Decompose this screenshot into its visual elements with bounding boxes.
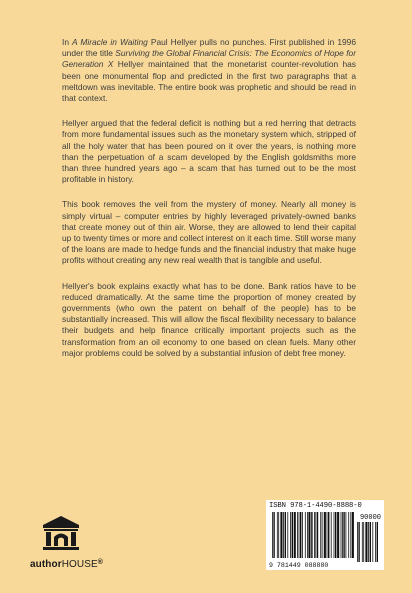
barcode-bar xyxy=(342,512,343,558)
isbn-number: ISBN 978-1-4490-8888-0 xyxy=(269,502,362,510)
barcode-bar xyxy=(335,512,336,558)
back-cover-text xyxy=(62,37,356,373)
barcode-bar xyxy=(337,512,339,558)
barcode-bar xyxy=(278,512,279,558)
barcode-bar xyxy=(346,512,347,558)
barcode-bar xyxy=(375,522,376,562)
publisher-logo xyxy=(30,515,122,575)
paragraph-4: Hellyer's book explains exactly what has to be done. Bank ratios have to be reduced dramatically. At the same time the proportion of money created by governments (who own the patent on behalf of the people) has to be substantially increased. This will allow the fiscal flexibility necessary to balance their budgets and help finance critically important projects such as the transformation from an oil economy to one based on clean fuels. Many other major problems could be solved by a substantial infusion of debt free money. xyxy=(62,280,356,358)
paragraph-2: Hellyer argued that the federal deficit is nothing but a red herring that detracts from more fundamental issues such as the monetary system which, stripped of all the holy water that has been poured on it over the years, is nothing more than the perpetuation of a scam developed by the English goldsmiths more than three hundred years ago – a scam that has turned out to be the most profitable in history. xyxy=(62,118,356,185)
barcode-bar xyxy=(287,512,288,558)
barcode-bar xyxy=(331,512,332,558)
barcode-bar xyxy=(357,522,358,562)
barcode-bar xyxy=(300,512,301,558)
barcode-bar xyxy=(328,512,329,558)
publisher-name-thin: HOUSE xyxy=(61,559,98,570)
paragraph-1-text-a: In xyxy=(62,37,73,47)
barcode-bar xyxy=(370,522,371,562)
barcode-digits: 9 781449 088880 xyxy=(269,562,329,569)
barcode-bar xyxy=(372,522,373,562)
barcode-addon-bars xyxy=(357,522,379,562)
barcode-bar xyxy=(280,512,282,558)
barcode-bar xyxy=(317,512,318,558)
barcode-bar xyxy=(352,512,354,558)
barcode-bar xyxy=(363,522,364,562)
barcode-bar xyxy=(305,512,306,558)
barcode-bar xyxy=(365,522,367,562)
barcode-bars xyxy=(272,512,354,558)
barcode-bar xyxy=(308,512,310,558)
barcode-bar xyxy=(277,512,278,558)
barcode-bar xyxy=(307,512,308,558)
barcode-bar xyxy=(297,512,298,558)
barcode-bar xyxy=(368,522,369,562)
isbn-barcode xyxy=(266,500,384,570)
barcode-bar xyxy=(283,512,284,558)
price-code: 90000 xyxy=(359,514,381,522)
barcode-bar xyxy=(377,522,378,562)
barcode-bar xyxy=(327,512,328,558)
paragraph-1 xyxy=(62,37,356,104)
publisher-name-bold: author xyxy=(30,559,62,570)
barcode-bar xyxy=(302,512,303,558)
publisher-name xyxy=(30,559,103,570)
barcode-bar xyxy=(358,522,359,562)
paragraph-1-text-b: Paul Hellyer pulls no punches. First published in 1996 under the title xyxy=(62,37,356,59)
barcode-bar xyxy=(324,512,326,558)
barcode-bar xyxy=(343,512,344,558)
barcode-bar xyxy=(334,512,335,558)
registered-mark: ® xyxy=(97,559,104,566)
barcode-bar xyxy=(290,512,291,558)
paragraph-3: This book removes the veil from the mystery of money. Nearly all money is simply virtual – computer entries by highly leveraged privately-owned banks that create money out of thin air. Worse, they are allowed to lend their capital up to twenty times or more and collect interest on it each time. Still worse many of the loans are made to hedge funds and the financial industry that make huge profits without creating any new real wealth that is tangible and useful. xyxy=(62,199,356,266)
barcode-bar xyxy=(273,512,274,558)
barcode-bar xyxy=(299,512,300,558)
barcode-bar xyxy=(315,512,316,558)
barcode-bar xyxy=(341,512,342,558)
paragraph-1-text-c: Hellyer maintained that the monetarist counter-revolution has been one monumental flop and predicted in the first two paragraphs that a meltdown was inevitable. The entire book was prophetic and should be read in that context. xyxy=(62,59,356,104)
barcode-bar xyxy=(320,512,321,558)
barcode-bar xyxy=(350,512,351,558)
barcode-bar xyxy=(285,512,286,558)
book-title-italic: A Miracle in Waiting xyxy=(72,37,148,47)
barcode-bar xyxy=(292,512,293,558)
barcode-bar xyxy=(294,512,296,558)
barcode-bar xyxy=(314,512,315,558)
barcode-bar xyxy=(311,512,312,558)
former-title-italic: Surviving the Global Financial Crisis: The Economics of Hope for Generation X xyxy=(62,48,357,70)
authorhouse-building-logo-icon xyxy=(42,515,80,551)
barcode-bar xyxy=(272,512,273,558)
barcode-bar xyxy=(322,512,323,558)
barcode-bar xyxy=(362,522,363,562)
barcode-bar xyxy=(348,512,349,558)
